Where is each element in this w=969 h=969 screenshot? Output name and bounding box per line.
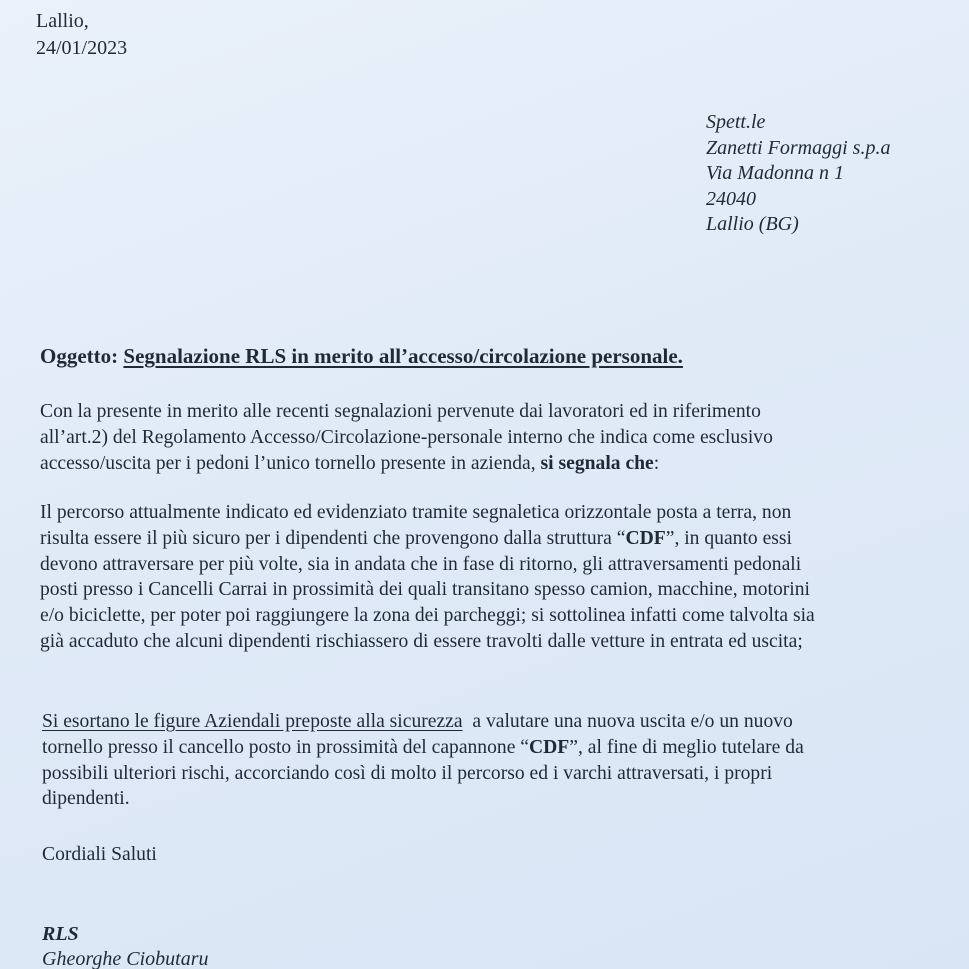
paragraph-line: e/o biciclette, per poter poi raggiungere la zona dei parcheggi; si sottolinea infatti come talvolta sia (40, 605, 815, 627)
underlined-segment: Si esortano le figure Aziendali preposte alla sicurezza (42, 711, 463, 732)
paragraph-line: posti presso i Cancelli Carrai in prossimità dei quali transitano spesso camion, macchine, motorini (40, 579, 810, 601)
paragraph-line: all’art.2) del Regolamento Accesso/Circolazione-personale interno che indica come esclusivo (40, 426, 773, 448)
bold-segment: si segnala che (540, 452, 654, 474)
place: Lallio, (36, 10, 89, 32)
recipient-city: Lallio (BG) (706, 213, 799, 235)
recipient-address (706, 110, 890, 238)
subject-text: Segnalazione RLS in merito all’accesso/circolazione personale. (123, 344, 683, 368)
paragraph-request (42, 709, 942, 812)
paragraph-line (42, 709, 942, 735)
text-segment: : (653, 452, 660, 474)
paragraph-issue (40, 500, 940, 655)
text-segment: ”, in quanto essi (665, 527, 792, 549)
subject-label: Oggetto: (40, 344, 124, 368)
text-segment: tornello presso il cancello posto in prossimità del capannone “ (42, 736, 529, 758)
paragraph-line (42, 735, 942, 761)
text-segment: ”, al fine di meglio tutelare da (569, 736, 804, 758)
recipient-postcode: 24040 (706, 187, 756, 210)
text-segment: accesso/uscita per i pedoni l’unico tornello presente in azienda, (40, 452, 541, 474)
subject-line (40, 344, 683, 369)
recipient-street: Via Madonna n 1 (706, 162, 844, 184)
closing-greeting: Cordiali Saluti (42, 844, 157, 865)
paragraph-line (40, 526, 940, 552)
paragraph-line: dipendenti. (42, 788, 130, 810)
paragraph-line: Con la presente in merito alle recenti segnalazioni pervenute dai lavoratori ed in riferimento (40, 401, 761, 422)
date: 24/01/2023 (36, 37, 128, 59)
paragraph-line: possibili ulteriori rischi, accorciando così di molto il percorso ed i varchi attraversati, i propri (42, 762, 773, 784)
paragraph-line (40, 451, 940, 477)
text-segment: risulta essere il più sicuro per i dipendenti che provengono dalla struttura “ (40, 527, 626, 549)
bold-segment: CDF (529, 736, 570, 758)
paragraph-line: già accaduto che alcuni dipendenti rischiassero di essere travolti dalle vetture in entrata ed uscita; (40, 630, 803, 652)
paragraph-line: devono attraversare per più volte, sia in andata che in fase di ritorno, gli attraversamenti pedonali (40, 553, 802, 575)
paragraph-intro (40, 399, 940, 476)
signature-name: Gheorghe Ciobutaru (42, 948, 209, 969)
recipient-company: Zanetti Formaggi s.p.a (706, 136, 891, 159)
recipient-salutation: Spett.le (706, 111, 766, 133)
place-date-block (36, 8, 127, 62)
bold-segment: CDF (625, 527, 666, 549)
text-segment: a valutare una nuova uscita e/o un nuovo (462, 711, 793, 732)
paragraph-line: Il percorso attualmente indicato ed evidenziato tramite segnaletica orizzontale posta a terra, non (40, 502, 792, 523)
signature-role: RLS (42, 923, 79, 945)
